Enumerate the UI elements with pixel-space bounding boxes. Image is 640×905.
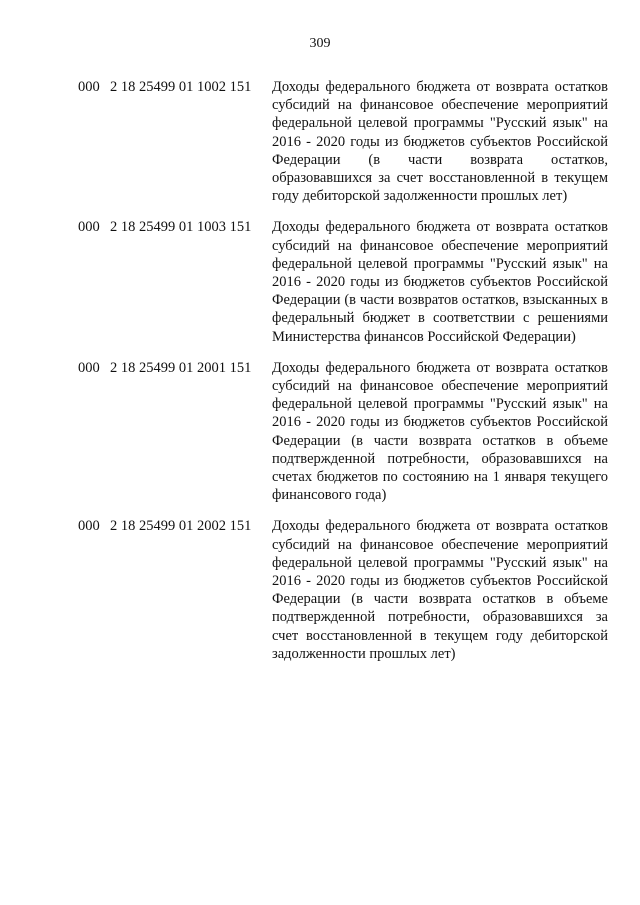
administrator-code: 000 xyxy=(78,518,100,535)
budget-classification-code: 2 18 25499 01 1002 151 xyxy=(110,79,252,95)
budget-code-table xyxy=(72,78,610,676)
budget-classification-code: 2 18 25499 01 2002 151 xyxy=(110,518,252,535)
revenue-description: Доходы федерального бюджета от возврата остатков субсидий на финансовое обеспечение мероприятий федеральной целевой программы "Русский язык" на 2016 - 2020 годы из бюджетов субъектов Российской Федерации (в части возврата остатков в объеме подтвержденной потребности, образовавшихся на счетах бюджетов по состоянию на 1 января текущего финансового года) xyxy=(272,359,608,504)
budget-classification-code: 2 18 25499 01 2001 151 xyxy=(110,359,252,376)
revenue-description: Доходы федерального бюджета от возврата остатков субсидий на финансовое обеспечение мероприятий федеральной целевой программы "Русский язык" на 2016 - 2020 годы из бюджетов субъектов Российской Федерации (в части возвратов остатков, взысканных в федеральный бюджет в соответствии с решениями Министерства финансов Российской Федерации) xyxy=(272,219,608,345)
table-row xyxy=(72,517,610,663)
budget-classification-code: 2 18 25499 01 1003 151 xyxy=(110,219,252,236)
administrator-code: 000 xyxy=(78,79,100,95)
table-row xyxy=(72,359,610,505)
revenue-description: Доходы федерального бюджета от возврата остатков субсидий на финансовое обеспечение мероприятий федеральной целевой программы "Русский язык" на 2016 - 2020 годы из бюджетов субъектов Российской Федерации (в части возврата остатков в объеме подтвержденной потребности, образовавшихся за счет восстановленной в текущем году дебиторской задолженности прошлых лет) xyxy=(272,518,608,662)
table-row xyxy=(72,78,610,205)
administrator-code: 000 xyxy=(78,359,100,376)
page-number: 309 xyxy=(309,36,331,51)
revenue-description: Доходы федерального бюджета от возврата остатков субсидий на финансовое обеспечение мероприятий федеральной целевой программы "Русский язык" на 2016 - 2020 годы из бюджетов субъектов Российской Федерации (в части возврата остатков, образовавшихся за счет восстановленной в текущем году дебиторской задолженности прошлых лет) xyxy=(272,79,608,205)
table-row xyxy=(72,218,610,345)
administrator-code: 000 xyxy=(78,219,100,236)
